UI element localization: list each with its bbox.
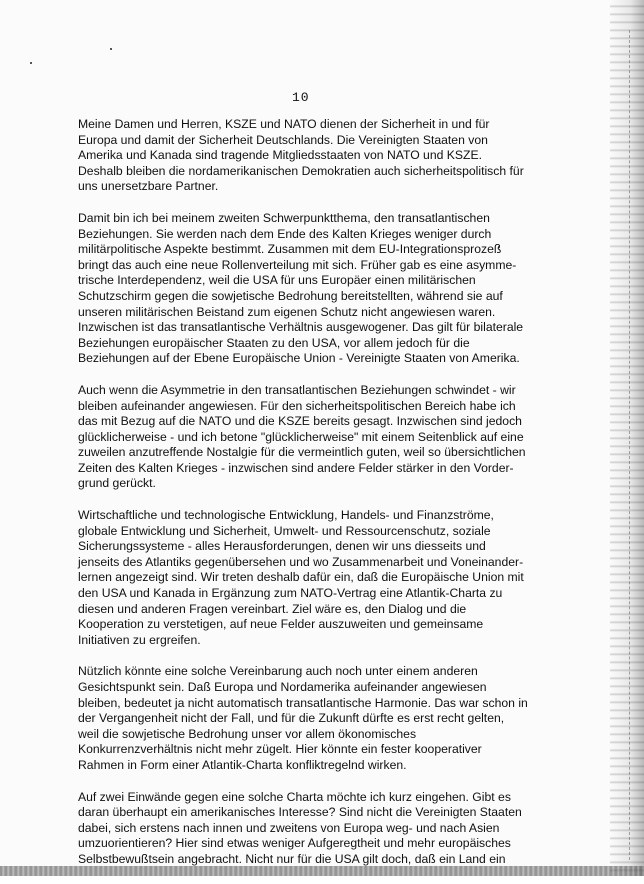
text-line: Auch wenn die Asymmetrie in den transatlantischen Beziehungen schwindet - wir xyxy=(78,382,516,397)
text-line: Damit bin ich bei meinem zweiten Schwerpunktthema, den transatlantischen xyxy=(78,210,490,225)
paragraph xyxy=(78,790,530,868)
text-line: Europa und damit der Sicherheit Deutschlands. Die Vereinigten Staaten von xyxy=(78,132,488,147)
text-line: glücklicherweise - und ich betone "glücklicherweise" mit einem Seitenblick auf eine xyxy=(78,429,524,444)
paragraph xyxy=(78,211,530,367)
text-line: Selbstbewußtsein angebracht. Nicht nur für die USA gilt doch, daß ein Land ein xyxy=(78,851,506,866)
text-line: grund gerückt. xyxy=(78,476,156,491)
text-line: Deshalb bleiben die nordamerikanischen Demokratien auch sicherheitspolitisch für xyxy=(78,163,524,178)
text-line: zuweilen anzutreffende Nostalgie für die vermeintlich guten, weil so übersichtlichen xyxy=(78,445,526,460)
text-line: lernen angezeigt sind. Wir treten deshalb dafür ein, daß die Europäische Union mit xyxy=(78,570,524,585)
text-line: Schutzschirm gegen die sowjetische Bedrohung bereitstellten, während sie auf xyxy=(78,288,503,303)
text-line: dabei, sich erstens nach innen und zweitens von Europa weg- und nach Asien xyxy=(78,820,500,835)
text-line: das mit Bezug auf die NATO und die KSZE bereits gesagt. Inzwischen sind jedoch xyxy=(78,414,522,429)
text-line: Gesichtspunkt sein. Daß Europa und Nordamerika aufeinander angewiesen xyxy=(78,680,487,694)
text-line: Nützlich könnte eine solche Vereinbarung auch noch unter einem anderen xyxy=(78,664,478,679)
text-line: militärpolitische Aspekte bestimmt. Zusammen mit dem EU-Integrationsprozeß xyxy=(78,242,502,257)
paragraph xyxy=(78,508,530,648)
text-line: Rahmen in Form einer Atlantik-Charta konfliktregelnd wirken. xyxy=(78,757,407,772)
text-line: daran überhaupt ein amerikanisches Interesse? Sind nicht die Vereinigten Staaten xyxy=(78,805,522,820)
text-line: Inzwischen ist das transatlantische Verhältnis ausgewogener. Das gilt für bilaterale xyxy=(78,320,524,335)
page-number: 10 xyxy=(292,90,310,105)
text-line: Amerika und Kanada sind tragende Mitgliedsstaaten von NATO und KSZE. xyxy=(78,148,482,163)
paragraph xyxy=(78,117,530,195)
scan-speck xyxy=(30,62,32,64)
text-line: Wirtschaftliche und technologische Entwicklung, Handels- und Finanzströme, xyxy=(78,508,494,523)
text-line: trische Interdependenz, weil die USA für uns Europäer einen militärischen xyxy=(78,273,476,288)
text-line: unseren militärischen Beistand zum eigenen Schutz nicht angewiesen waren. xyxy=(78,304,496,319)
text-line: der Vergangenheit nicht der Fall, und für die Zukunft dürfte es erst recht gelten, xyxy=(78,711,505,726)
text-line: Zeiten des Kalten Krieges - inzwischen sind andere Felder stärker in den Vorder- xyxy=(78,460,514,475)
text-line: uns unersetzbare Partner. xyxy=(78,179,219,194)
text-line: Initiativen zu ergreifen. xyxy=(78,632,201,647)
text-line: Beziehungen. Sie werden nach dem Ende des Kalten Krieges weniger durch xyxy=(78,226,492,241)
paragraph xyxy=(78,383,530,492)
text-line: den USA und Kanada in Ergänzung zum NATO-Vertrag eine Atlantik-Charta zu xyxy=(78,586,503,601)
text-line: Beziehungen europäischer Staaten zu den USA, vor allem jedoch für die xyxy=(78,335,470,350)
text-line: bleiben, bedeutet ja nicht automatisch transatlantische Harmonie. Das war schon in xyxy=(78,695,528,710)
text-line: Sicherungssysteme - alles Herausforderungen, denen wir uns diesseits und xyxy=(78,539,486,554)
text-line: Kooperation zu verstetigen, auf neue Felder auszuweiten und gemeinsame xyxy=(78,617,484,632)
text-line: Meine Damen und Herren, KSZE und NATO dienen der Sicherheit in und für xyxy=(78,117,490,131)
text-line: bleiben aufeinander angewiesen. Für den sicherheitspolitischen Bereich habe ich xyxy=(78,398,516,413)
text-line: umzuorientieren? Hier sind etwas weniger Aufgeregtheit und mehr europäisches xyxy=(78,836,511,851)
scan-edge-line xyxy=(628,30,630,860)
text-line: bringt das auch eine neue Rollenverteilung mit sich. Früher gab es eine asymme- xyxy=(78,257,517,272)
scan-speck xyxy=(110,48,112,50)
document-body xyxy=(78,117,530,884)
text-line: Auf zwei Einwände gegen eine solche Charta möchte ich kurz eingehen. Gibt es xyxy=(78,789,511,804)
text-line: Konkurrenzverhältnis nicht mehr zügelt. Hier könnte ein fester kooperativer xyxy=(78,742,482,757)
text-line: Beziehungen auf der Ebene Europäische Union - Vereinigte Staaten von Amerika. xyxy=(78,351,520,366)
text-line: diesen und anderen Fragen vereinbart. Ziel wäre es, den Dialog und die xyxy=(78,601,467,616)
text-line: globale Entwicklung und Sicherheit, Umwelt- und Ressourcenschutz, soziale xyxy=(78,523,491,538)
text-line: weil die sowjetische Bedrohung unser vor allem ökonomisches xyxy=(78,726,417,741)
text-line: jenseits des Atlantiks gegenübersehen und wo Zusammenarbeit und Voneinander- xyxy=(78,554,524,569)
scan-edge-artifact xyxy=(610,0,644,876)
paragraph xyxy=(78,664,530,773)
